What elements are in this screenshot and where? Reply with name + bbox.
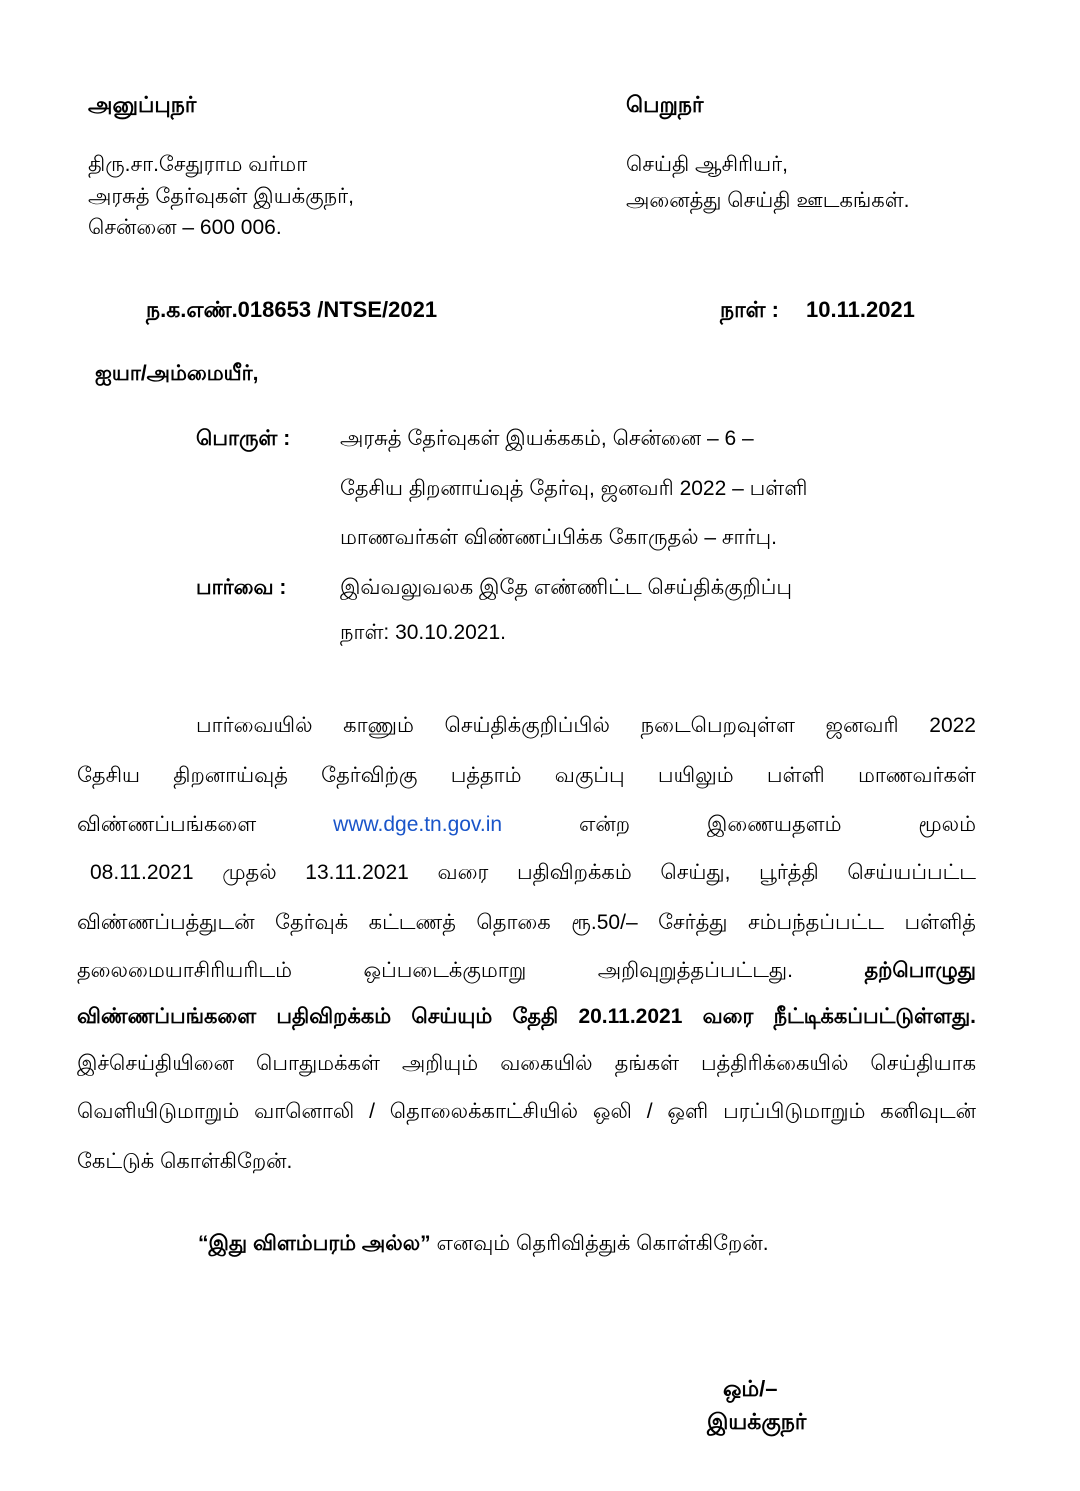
refer-label: பார்வை :: [196, 576, 287, 599]
body-line-5: விண்ணப்பத்துடன் தேர்வுக் கட்டணத் தொகை ரூ.50/– சேர்த்து சம்பந்தப்பட்ட பள்ளித்: [77, 911, 976, 934]
body-line-9: வெளியிடுமாறும் வானொலி / தொலைக்காட்சியில் ஒலி / ஒளி பரப்பிடுமாறும் கனிவுடன்: [77, 1100, 976, 1123]
sender-designation: அரசுத் தேர்வுகள் இயக்குநர்,: [88, 185, 354, 208]
body-line-7: விண்ணப்பங்களை பதிவிறக்கம் செய்யும் தேதி 20.11.2021 வரை நீட்டிக்கப்பட்டுள்ளது.: [77, 1005, 976, 1028]
reference-date-value: 10.11.2021: [806, 297, 915, 322]
body-line-6-bold: தற்பொழுது: [864, 959, 976, 982]
body-line-8: இச்செய்தியினை பொதுமக்கள் அறியும் வகையில் தங்கள் பத்திரிக்கையில் செய்தியாக: [77, 1052, 976, 1075]
body-line-3-pre: விண்ணப்பங்களை: [77, 813, 257, 836]
sender-name: திரு.சா.சேதுராம வர்மா: [88, 153, 308, 176]
not-advertisement-notice: [198, 1232, 769, 1258]
salutation: ஐயா/அம்மையீர்,: [95, 362, 259, 385]
reference-date-label: நாள் :: [720, 297, 779, 322]
signature-designation: இயக்குநர்: [707, 1409, 807, 1434]
reference-number: ந.க.எண்.018653 /NTSE/2021: [146, 297, 438, 322]
notice-bold: “இது விளம்பரம் அல்ல”: [198, 1232, 431, 1255]
body-line-4: 08.11.2021 முதல் 13.11.2021 வரை பதிவிறக்கம் செய்து, பூர்த்தி செய்யப்பட்ட: [90, 861, 976, 884]
body-line-6: [77, 957, 976, 985]
recipient-heading: பெறுநர்: [626, 92, 704, 117]
body-line-3: [77, 811, 976, 839]
refer-line-2: நாள்: 30.10.2021.: [340, 621, 507, 644]
body-line-1: பார்வையில் காணும் செய்திக்குறிப்பில் நடைபெறவுள்ள ஜனவரி 2022: [196, 714, 976, 737]
notice-rest: எனவும் தெரிவித்துக் கொள்கிறேன்.: [430, 1232, 769, 1255]
sender-heading: அனுப்புநர்: [88, 92, 197, 117]
recipient-title: செய்தி ஆசிரியர்,: [626, 153, 788, 176]
body-line-2: தேசிய திறனாய்வுத் தேர்விற்கு பத்தாம் வகுப்பு பயிலும் பள்ளி மாணவர்கள்: [77, 764, 976, 787]
body-line-3-post: என்ற இணையதளம் மூலம்: [578, 813, 976, 836]
subject-line-1: அரசுத் தேர்வுகள் இயக்ககம், சென்னை – 6 –: [340, 427, 754, 450]
body-line-10: கேட்டுக் கொள்கிறேன்.: [77, 1150, 293, 1173]
subject-line-3: மாணவர்கள் விண்ணப்பிக்க கோருதல் – சார்பு.: [340, 526, 777, 549]
subject-label: பொருள் :: [196, 427, 291, 450]
subject-line-2: தேசிய திறனாய்வுத் தேர்வு, ஜனவரி 2022 – பள்ளி: [340, 477, 808, 500]
body-line-6-normal: தலைமையாசிரியரிடம் ஒப்படைக்குமாறு அறிவுறுத்தப்பட்டது.: [77, 959, 793, 982]
refer-line-1: இவ்வலுவலக இதே எண்ணிட்ட செய்திக்குறிப்பு: [340, 576, 792, 599]
signature-initial: ஒம்/–: [723, 1376, 778, 1401]
sender-address: சென்னை – 600 006.: [88, 216, 282, 239]
website-link[interactable]: www.dge.tn.gov.in: [333, 813, 503, 836]
recipient-media: அனைத்து செய்தி ஊடகங்கள்.: [626, 189, 910, 212]
